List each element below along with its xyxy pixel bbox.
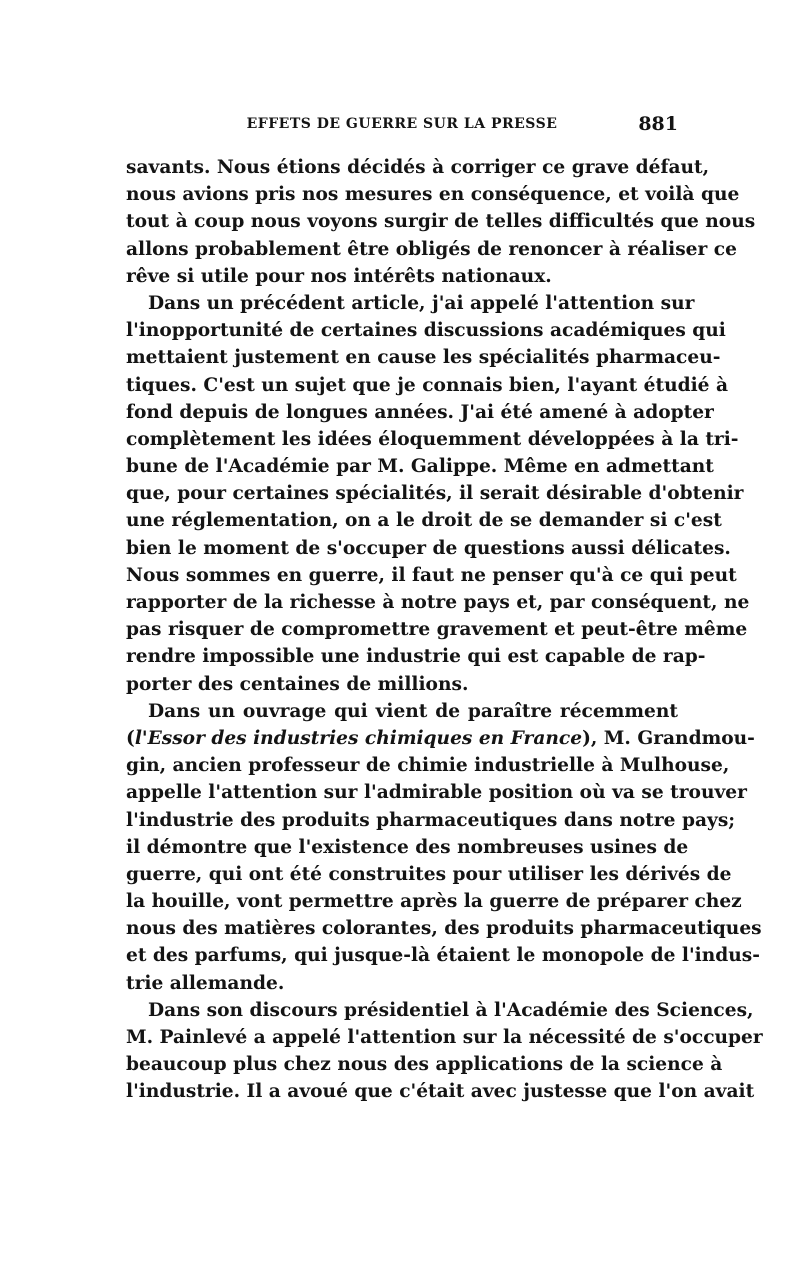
- text-line: l'industrie des produits pharmaceutiques dans notre pays;: [126, 809, 736, 831]
- text-line: savants. Nous étions décidés à corriger ce grave défaut,: [126, 157, 710, 178]
- text-line: bien le moment de s'occuper de questions aussi délicates.: [126, 537, 731, 559]
- running-title: EFFETS DE GUERRE SUR LA PRESSE: [246, 116, 558, 132]
- text-line: Dans son discours présidentiel à l'Académie des Sciences,: [148, 999, 754, 1021]
- text-line: allons probablement être obligés de renoncer à réaliser ce: [126, 238, 737, 260]
- text-line: appelle l'attention sur l'admirable position où va se trouver: [126, 782, 747, 804]
- text-line: Dans un ouvrage qui vient de paraître récemment: [148, 700, 678, 722]
- text-line: et des parfums, qui jusque-là étaient le monopole de l'indus-: [126, 945, 760, 967]
- text-line: Dans un précédent article, j'ai appelé l'attention sur: [148, 292, 695, 314]
- running-head: [126, 113, 678, 140]
- text-line: que, pour certaines spécialités, il serait désirable d'obtenir: [126, 483, 744, 505]
- text-line: beaucoup plus chez nous des applications de la science à: [126, 1054, 723, 1076]
- text-line: trie allemande.: [126, 972, 285, 994]
- text-line: rêve si utile pour nos intérêts nationaux.: [126, 265, 552, 287]
- text-line: mettaient justement en cause les spécialités pharmaceu-: [126, 347, 721, 369]
- text-line: une réglementation, on a le droit de se demander si c'est: [126, 510, 722, 532]
- text-line: bune de l'Académie par M. Galippe. Même en admettant: [126, 456, 714, 478]
- text-line: nous des matières colorantes, des produits pharmaceutiques: [126, 918, 762, 940]
- text-line: la houille, vont permettre après la guerre de préparer chez: [126, 891, 742, 913]
- text-line: tout à coup nous voyons surgir de telles difficultés que nous: [126, 211, 756, 233]
- text-line: rendre impossible une industrie qui est capable de rap-: [126, 646, 706, 668]
- text-line: l'industrie. Il a avoué que c'était avec justesse que l'on avait: [126, 1081, 755, 1103]
- text-line: guerre, qui ont été construites pour utiliser les dérivés de: [126, 863, 732, 885]
- open-paren: (: [126, 727, 135, 749]
- book-title: l'Essor des industries chimiques en France: [134, 727, 583, 749]
- body-text: [126, 154, 763, 1106]
- text-line: l'inopportunité de certaines discussions académiques qui: [126, 320, 726, 342]
- text-line: M. Painlevé a appelé l'attention sur la nécessité de s'occuper: [126, 1027, 763, 1048]
- text-line-with-title: [126, 725, 755, 752]
- text-line: tiques. C'est un sujet que je connais bien, l'ayant étudié à: [126, 374, 728, 396]
- page-number: 881: [638, 113, 678, 135]
- text-line: rapporter de la richesse à notre pays et, par conséquent, ne: [126, 592, 750, 613]
- text-line: porter des centaines de millions.: [126, 673, 469, 695]
- text-line: il démontre que l'existence des nombreuses usines de: [126, 836, 689, 858]
- text-line: nous avions pris nos mesures en conséquence, et voilà que: [126, 184, 740, 206]
- text-line: complètement les idées éloquemment développées à la tri-: [126, 428, 739, 450]
- text-line: pas risquer de compromettre gravement et peut-être même: [126, 619, 748, 641]
- text-line: Nous sommes en guerre, il faut ne penser qu'à ce qui peut: [126, 564, 737, 586]
- line-rest: ), M. Grandmou-: [582, 727, 755, 749]
- text-line: gin, ancien professeur de chimie industrielle à Mulhouse,: [126, 755, 730, 777]
- text-line: fond depuis de longues années. J'ai été amené à adopter: [126, 401, 714, 423]
